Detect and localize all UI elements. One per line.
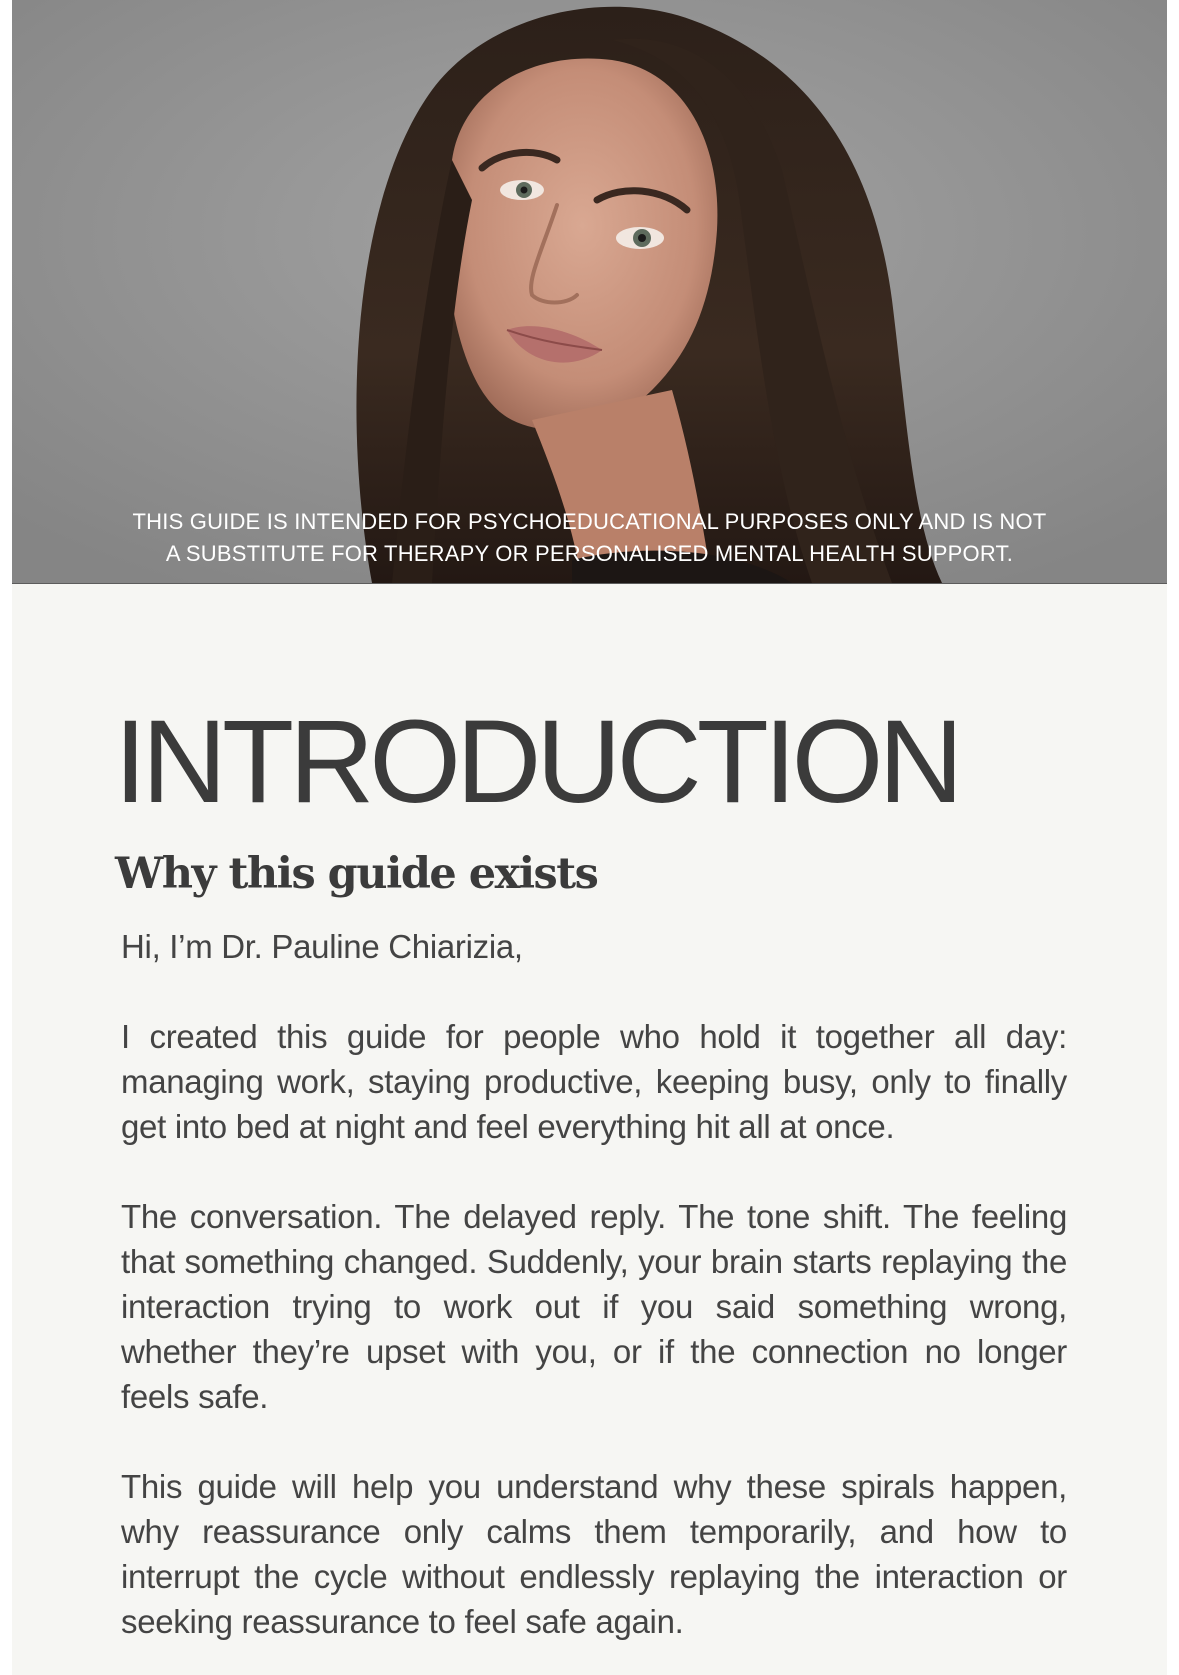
body-paragraph: This guide will help you understand why these spirals happen, why reassurance only calms them temporarily, and how to interrupt the cycle without endlessly replaying the interaction or seeking reassurance to feel safe again. xyxy=(121,1468,1067,1640)
disclaimer-line: THIS GUIDE IS INTENDED FOR PSYCHOEDUCATIONAL PURPOSES ONLY AND IS NOT xyxy=(132,509,1047,534)
guide-page xyxy=(12,0,1167,1675)
hero-photo xyxy=(12,0,1167,584)
portrait-photo xyxy=(12,0,1167,583)
body-paragraph: I created this guide for people who hold it together all day: managing work, staying productive, keeping busy, only to finally get into bed at night and feel everything hit all at once. xyxy=(121,1018,1067,1145)
disclaimer-notice xyxy=(12,506,1167,570)
disclaimer-line: A SUBSTITUTE FOR THERAPY OR PERSONALISED MENTAL HEALTH SUPPORT. xyxy=(165,541,1014,566)
page-title: INTRODUCTION xyxy=(114,696,959,828)
section-subtitle: Why this guide exists xyxy=(115,849,598,899)
greeting-paragraph: Hi, I’m Dr. Pauline Chiarizia, xyxy=(121,928,523,965)
intro-body xyxy=(121,924,1067,1675)
body-paragraph: The conversation. The delayed reply. The tone shift. The feeling that something changed. Suddenly, your brain starts replaying the interaction trying to work out if you said something wrong, whether they’re upset with you, or if the connection no longer feels safe. xyxy=(121,1198,1067,1415)
